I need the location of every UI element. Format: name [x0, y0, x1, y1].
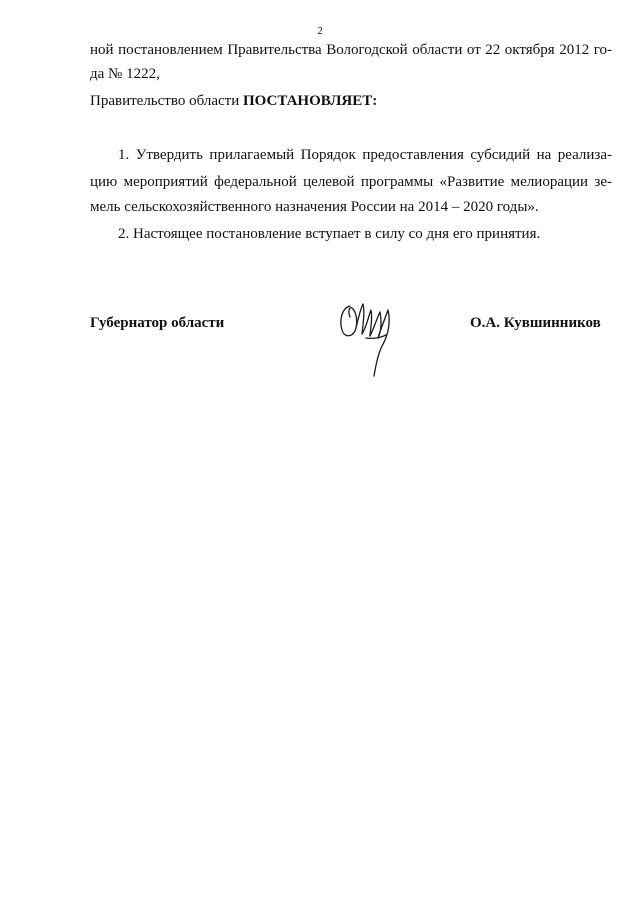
intro-line-2: да № 1222,	[90, 66, 160, 82]
signatory-position: Губернатор области	[90, 315, 225, 331]
resolution-keyword: ПОСТАНОВЛЯЕТ:	[242, 93, 378, 109]
signatory-name: О.А. Кувшинников	[470, 315, 601, 331]
intro-line-1: ной постановлением Правительства Вологодской области от 22 октября 2012 го-	[90, 42, 612, 58]
item1-line-3: мель сельскохозяйственного назначения России на 2014 – 2020 годы».	[90, 199, 539, 215]
resolution-prefix: Правительство области	[90, 93, 243, 109]
item1-line-1: 1. Утвердить прилагаемый Порядок предоставления субсидий на реализа-	[118, 147, 612, 163]
page-number: 2	[317, 25, 323, 37]
item1-line-2: цию мероприятий федеральной целевой программы «Развитие мелиорации зе-	[90, 174, 612, 190]
handwritten-signature	[336, 298, 400, 380]
item2-line-1: 2. Настоящее постановление вступает в силу со дня его принятия.	[118, 226, 541, 242]
resolution-line	[90, 92, 612, 110]
